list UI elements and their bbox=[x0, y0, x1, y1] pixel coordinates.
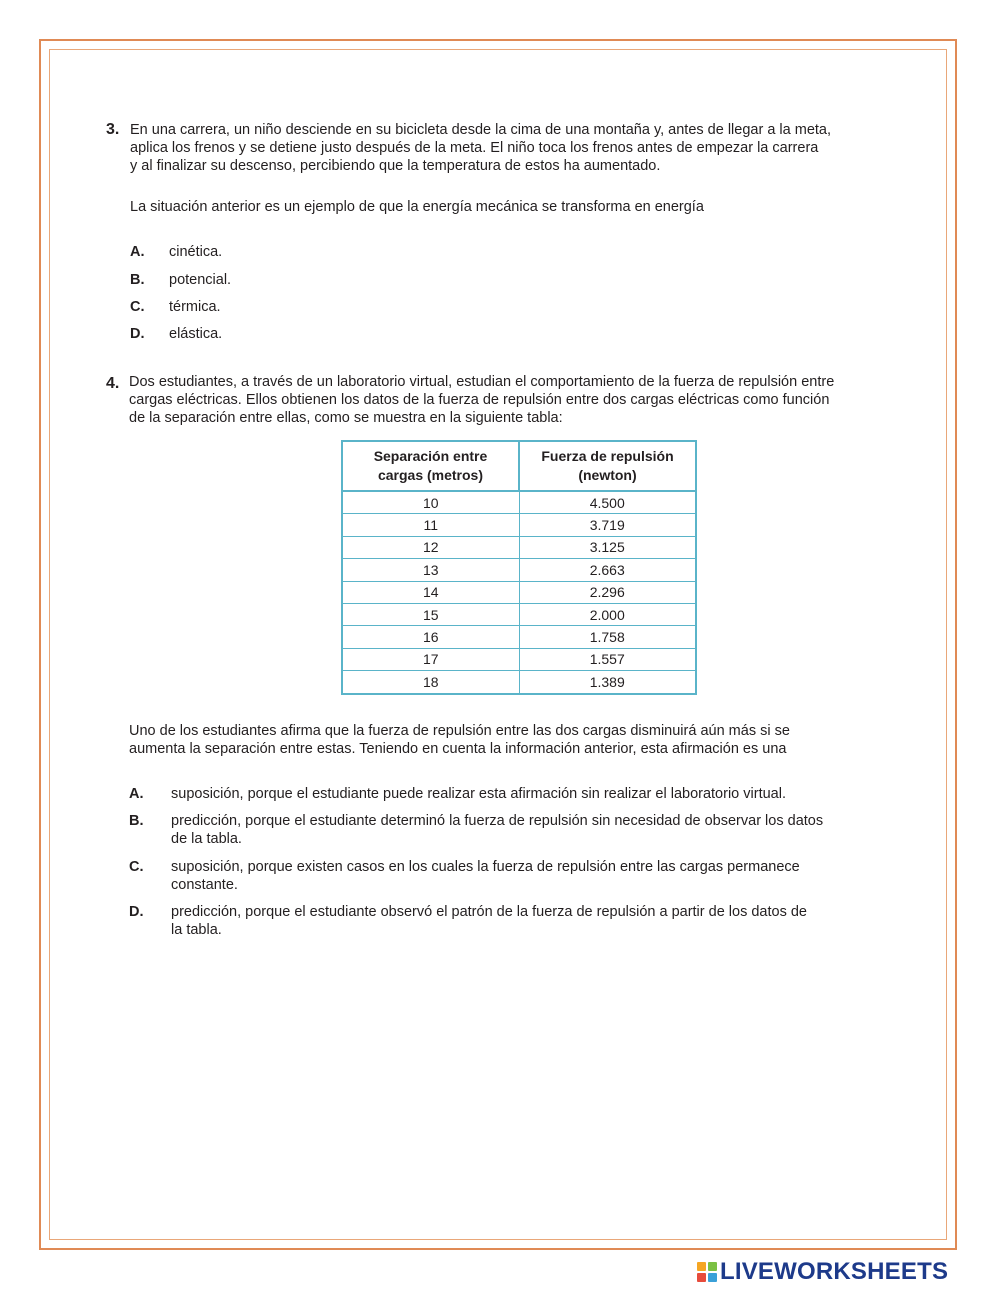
logo-block bbox=[697, 1262, 706, 1271]
question-3-stem-line: En una carrera, un niño desciende en su bicicleta desde la cima de una montaña y, antes de llegar a la meta, bbox=[130, 122, 831, 138]
table-cell: 11 bbox=[342, 514, 519, 536]
table-cell: 15 bbox=[342, 603, 519, 625]
question-3-stem-line: aplica los frenos y se detiene justo después de la meta. El niño toca los frenos antes de empezar la carrera bbox=[130, 140, 819, 156]
logo-block bbox=[708, 1262, 717, 1271]
option-text-line: de la tabla. bbox=[171, 831, 242, 847]
option-text-line: suposición, porque existen casos en los cuales la fuerza de repulsión entre las cargas permanece bbox=[171, 859, 800, 875]
option-letter: D. bbox=[129, 904, 144, 920]
option-text-line: predicción, porque el estudiante determinó la fuerza de repulsión sin necesidad de observar los datos bbox=[171, 813, 824, 829]
header-line: Fuerza de repulsión bbox=[541, 448, 674, 464]
header-line: cargas (metros) bbox=[377, 467, 484, 483]
table-header-force bbox=[519, 441, 696, 491]
data-table bbox=[341, 440, 697, 695]
option-text-line: la tabla. bbox=[171, 922, 222, 938]
table-cell: 4.500 bbox=[519, 491, 696, 514]
option-text: potencial. bbox=[169, 272, 232, 288]
question-4-prompt-line: Uno de los estudiantes afirma que la fuerza de repulsión entre las dos cargas disminuirá aún más si se bbox=[129, 723, 790, 739]
option-text-line: suposición, porque el estudiante puede realizar esta afirmación sin realizar el laboratorio virtual. bbox=[171, 786, 786, 802]
table-cell: 10 bbox=[342, 491, 519, 514]
option-letter: B. bbox=[130, 272, 145, 288]
table-cell: 12 bbox=[342, 536, 519, 558]
table-cell: 17 bbox=[342, 648, 519, 670]
table-cell: 18 bbox=[342, 671, 519, 694]
table-cell: 2.296 bbox=[519, 581, 696, 603]
header-line: (newton) bbox=[578, 467, 637, 483]
option-text: elástica. bbox=[169, 326, 223, 342]
table-row bbox=[342, 671, 696, 694]
option-text: cinética. bbox=[169, 244, 223, 260]
option-letter: A. bbox=[130, 244, 145, 260]
option-letter: B. bbox=[129, 813, 144, 829]
table-row bbox=[342, 491, 696, 514]
option-letter: D. bbox=[130, 326, 145, 342]
question-4-prompt-line: aumenta la separación entre estas. Teniendo en cuenta la información anterior, esta afirmación es una bbox=[129, 741, 787, 757]
table-cell: 1.557 bbox=[519, 648, 696, 670]
logo-block bbox=[708, 1273, 717, 1282]
table-cell: 3.719 bbox=[519, 514, 696, 536]
option-text: térmica. bbox=[169, 299, 221, 315]
question-4-stem bbox=[129, 373, 919, 427]
table-cell: 2.663 bbox=[519, 559, 696, 581]
logo-text: LIVEWORKSHEETS bbox=[720, 1258, 949, 1285]
table-row bbox=[342, 536, 696, 558]
option-letter: A. bbox=[129, 786, 144, 802]
table-header-separation bbox=[342, 441, 519, 491]
table-cell: 3.125 bbox=[519, 536, 696, 558]
table-cell: 14 bbox=[342, 581, 519, 603]
table-cell: 2.000 bbox=[519, 603, 696, 625]
table-cell: 13 bbox=[342, 559, 519, 581]
table-header-row bbox=[342, 441, 696, 491]
question-3-prompt: La situación anterior es un ejemplo de que la energía mecánica se transforma en energía bbox=[130, 199, 704, 215]
table-row bbox=[342, 514, 696, 536]
liveworksheets-logo[interactable] bbox=[697, 1259, 948, 1285]
question-3-stem-line: y al finalizar su descenso, percibiendo que la temperatura de estos ha aumentado. bbox=[130, 158, 661, 174]
question-4-stem-line: cargas eléctricas. Ellos obtienen los datos de la fuerza de repulsión entre dos cargas eléctricas como función bbox=[129, 392, 830, 408]
logo-block bbox=[697, 1273, 706, 1282]
question-4-stem-line: Dos estudiantes, a través de un laboratorio virtual, estudian el comportamiento de la fuerza de repulsión entre bbox=[129, 374, 835, 390]
question-4-number: 4. bbox=[106, 375, 120, 392]
table-row bbox=[342, 626, 696, 648]
header-line: Separación entre bbox=[373, 448, 488, 464]
option-text bbox=[171, 858, 911, 894]
logo-blocks-icon bbox=[697, 1262, 717, 1282]
question-3-number: 3. bbox=[106, 121, 120, 138]
question-4-stem-line: de la separación entre ellas, como se muestra en la siguiente tabla: bbox=[129, 410, 563, 426]
option-letter: C. bbox=[130, 299, 145, 315]
table-cell: 1.389 bbox=[519, 671, 696, 694]
table-row bbox=[342, 648, 696, 670]
option-letter: C. bbox=[129, 859, 144, 875]
option-text-line: constante. bbox=[171, 877, 238, 893]
table-row bbox=[342, 603, 696, 625]
table-cell: 1.758 bbox=[519, 626, 696, 648]
table-cell: 16 bbox=[342, 626, 519, 648]
question-4-prompt bbox=[129, 722, 919, 758]
question-3-stem bbox=[130, 121, 910, 175]
table-row bbox=[342, 559, 696, 581]
table-row bbox=[342, 581, 696, 603]
option-text-line: predicción, porque el estudiante observó el patrón de la fuerza de repulsión a partir de los datos de bbox=[171, 904, 807, 920]
option-text bbox=[171, 903, 911, 939]
option-text bbox=[171, 785, 911, 803]
option-text bbox=[171, 812, 911, 848]
